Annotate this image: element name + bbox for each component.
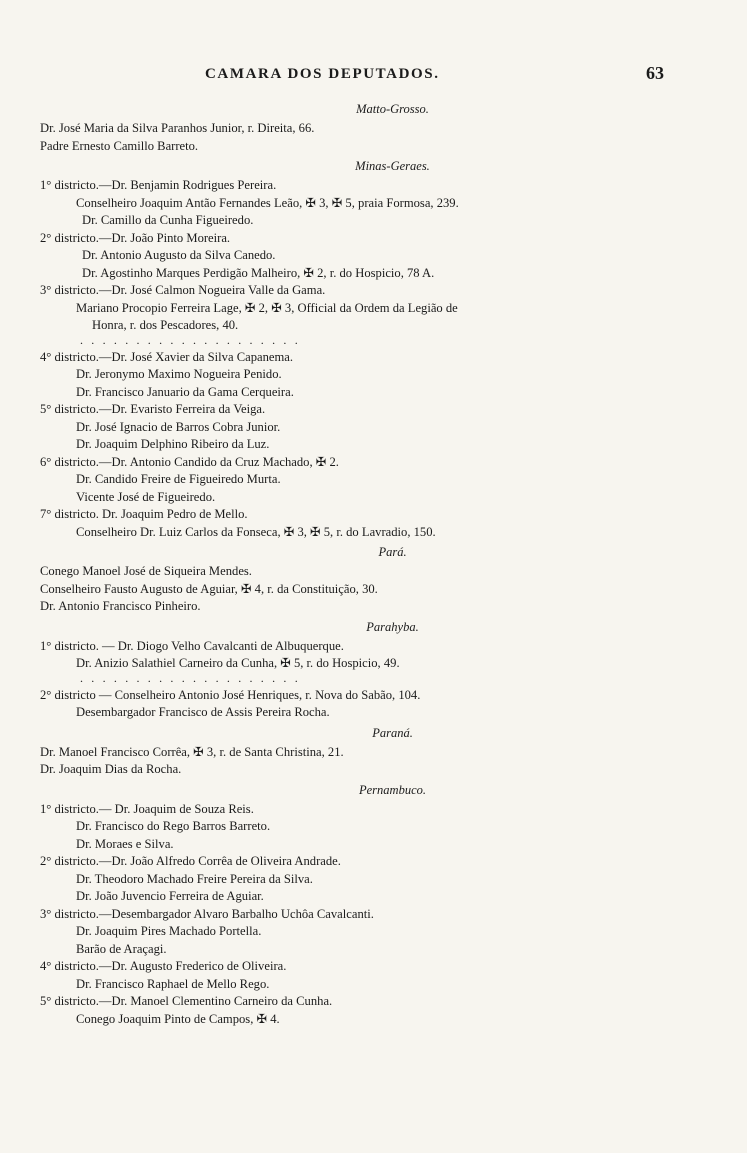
section [40,619,700,722]
list-item: Dr. Joaquim Delphino Ribeiro da Luz. [76,437,270,451]
section [40,544,700,616]
list-item: Dr. João Juvencio Ferreira de Aguiar. [76,889,264,903]
section-title: Parahyba. [366,619,419,634]
list-item: Dr. Francisco do Rego Barros Barreto. [76,819,271,833]
list-item: Dr. Antonio Francisco Pinheiro. [40,599,201,613]
list-item: Dr. José Maria da Silva Paranhos Junior, r. Direita, 66. [40,121,315,135]
list-item: Dr. Theodoro Machado Freire Pereira da Silva. [76,871,313,886]
ellipsis-separator: .................... [80,672,306,685]
page-header [0,63,747,86]
list-item: 4° districto.—Dr. Augusto Frederico de Oliveira. [40,959,287,973]
list-item: Dr. Anizio Salathiel Carneiro da Cunha, ✠ 5, r. do Hospicio, 49. [76,656,400,670]
list-item: Dr. Agostinho Marques Perdigão Malheiro, ✠ 2, r. do Hospicio, 78 A. [82,265,435,280]
list-item: Dr. Camillo da Cunha Figueiredo. [82,213,254,227]
list-item: Barão de Araçagi. [76,941,167,956]
document-body [40,98,700,1028]
page-title: CAMARA DOS DEPUTADOS. [205,66,440,82]
list-item: Vicente José de Figueiredo. [76,489,216,504]
ellipsis-separator: .................... [80,334,306,347]
list-item: 5° districto.—Dr. Evaristo Ferreira da Veiga. [40,402,266,416]
list-item: Dr. Francisco Januario da Gama Cerqueira. [76,384,294,399]
list-item: Dr. Candido Freire de Figueiredo Murta. [76,472,281,486]
list-item: Dr. José Ignacio de Barros Cobra Junior. [76,419,281,434]
section [40,782,700,1029]
list-item: Dr. Francisco Raphael de Mello Rego. [76,976,270,991]
list-item: Desembargador Francisco de Assis Pereira Rocha. [76,705,330,719]
list-item: Conselheiro Dr. Luiz Carlos da Fonseca, ✠ 3, ✠ 5, r. do Lavradio, 150. [76,524,436,539]
section [40,725,700,779]
list-item: 2° districto — Conselheiro Antonio José Henriques, r. Nova do Sabão, 104. [40,687,421,702]
section-title: Matto-Grosso. [356,102,429,116]
section [40,158,700,541]
list-item: Conego Joaquim Pinto de Campos, ✠ 4. [76,1011,280,1026]
list-item: 4° districto.—Dr. José Xavier da Silva Capanema. [40,349,294,364]
list-item: 2° districto.—Dr. João Pinto Moreira. [40,230,231,245]
list-item: Conselheiro Fausto Augusto de Aguiar, ✠ 4, r. da Constituição, 30. [40,581,378,596]
list-item: Conselheiro Joaquim Antão Fernandes Leão, ✠ 3, ✠ 5, praia Formosa, 239. [76,195,459,210]
list-item: 1° districto.—Dr. Benjamin Rodrigues Pereira. [40,178,277,192]
list-item: 6° districto.—Dr. Antonio Candido da Cruz Machado, ✠ 2. [40,454,339,469]
list-item: Conego Manoel José de Siqueira Mendes. [40,564,252,578]
list-item: 3° districto.—Desembargador Alvaro Barbalho Uchôa Cavalcanti. [40,906,374,921]
list-item: 1° districto.— Dr. Joaquim de Souza Reis. [40,801,254,816]
section-title: Pernambuco. [359,782,426,797]
list-item: Honra, r. dos Pescadores, 40. [92,318,239,332]
list-item: 7° districto. Dr. Joaquim Pedro de Mello. [40,507,248,521]
list-item: 5° districto.—Dr. Manoel Clementino Carneiro da Cunha. [40,994,333,1008]
list-item: Dr. Joaquim Pires Machado Portella. [76,924,262,938]
list-item: Dr. Antonio Augusto da Silva Canedo. [82,248,276,262]
list-item: Mariano Procopio Ferreira Lage, ✠ 2, ✠ 3, Official da Ordem da Legião de [76,300,458,315]
list-item: Dr. Manoel Francisco Corrêa, ✠ 3, r. de Santa Christina, 21. [40,744,344,759]
list-item: Padre Ernesto Camillo Barreto. [40,138,199,153]
section-title: Minas-Geraes. [355,159,430,173]
list-item: Dr. Moraes e Silva. [76,836,174,851]
section-title: Paraná. [372,725,413,740]
page-number: 63 [646,63,664,83]
list-item: Dr. Jeronymo Maximo Nogueira Penido. [76,367,282,381]
section-title: Pará. [378,545,407,559]
list-item: Dr. Joaquim Dias da Rocha. [40,762,182,776]
section [40,101,700,155]
list-item: 2° districto.—Dr. João Alfredo Corrêa de Oliveira Andrade. [40,854,341,868]
list-item: 3° districto.—Dr. José Calmon Nogueira Valle da Gama. [40,283,326,297]
list-item: 1° districto. — Dr. Diogo Velho Cavalcanti de Albuquerque. [40,638,344,653]
